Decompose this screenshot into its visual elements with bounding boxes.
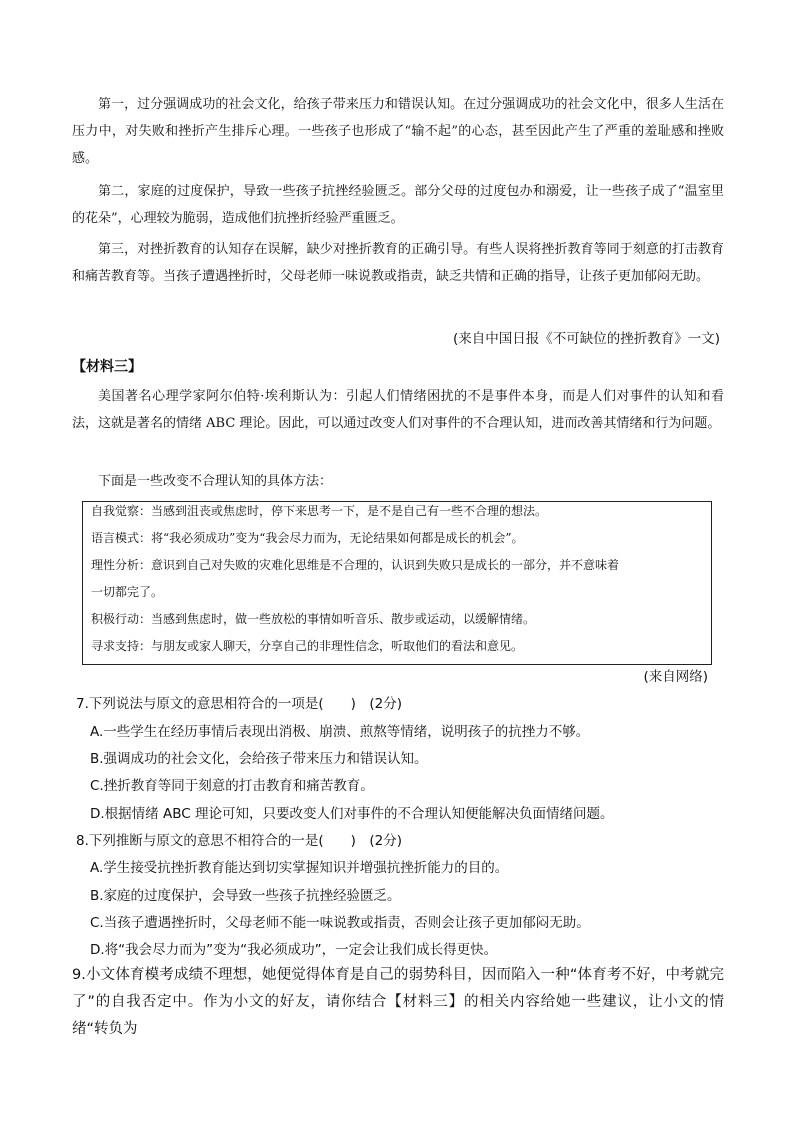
question-8-stem: 8.下列推断与原文的意思不相符合的一是( ) (2分)	[76, 833, 403, 849]
question-7-stem: 7.下列说法与原文的意思相符合的一项是( ) (2分)	[76, 696, 403, 712]
method-positive-action: 积极行动：当感到焦虑时，做一些放松的事情如听音乐、散步或运动，以缓解情绪。	[91, 612, 536, 626]
method-seek-support: 寻求支持：与朋友或家人聊天，分享自己的非理性信念，听取他们的看法和意见。	[91, 639, 524, 653]
material2-paragraph-3: 第三，对挫折教育的认知存在误解，缺少对挫折教育的正确引导。有些人误将挫折教育等同于刻意的打击教育和痛苦教育等。当孩子遭遇挫折时，父母老师一味说教或指责，缺乏共情和正确的指导，让孩子更加郁闷无助。	[72, 242, 724, 284]
question-9-text: 9.小文体育模考成绩不理想，她便觉得体育是自己的弱势科目，因而陷入一种“体育考不好，中考就完了”的自我否定中。作为小文的好友，请你结合【材料三】的相关内容给她一些建议，让小文的情绪“转负为	[72, 967, 724, 1037]
question-7-option-c: C.挫折教育等同于刻意的打击教育和痛苦教育。	[90, 778, 374, 794]
material3-paragraph-2: 下面是一些改变不合理认知的具体方法：	[98, 474, 333, 489]
material2-source: (来自中国日报《不可缺位的挫折教育》一文)	[452, 331, 720, 347]
question-8-option-c: C.当孩子遭遇挫折时，父母老师不能一味说教或指责，否则会让孩子更加郁闷无助。	[90, 915, 590, 931]
method-rational-analysis: 理性分析：意识到自己对失败的灾难化思维是不合理的，认识到失败只是成长的一部分，并不意味着	[91, 558, 620, 572]
material3-paragraph-1: 美国著名心理学家阿尔伯特·埃利斯认为：引起人们情绪困扰的不是事件本身，而是人们对事件的认知和看法，这就是著名的情绪 ABC 理论。因此，可以通过改变人们对事件的不合理认知，进而改善其情绪和行为问题。	[72, 389, 724, 431]
question-7-option-d: D.根据情绪 ABC 理论可知，只要改变人们对事件的不合理认知便能解决负面情绪问题。	[90, 806, 614, 822]
material2-paragraph-2: 第二，家庭的过度保护，导致一些孩子抗挫经验匮乏。部分父母的过度包办和溺爱，让一些孩子成了“温室里的花朵”，心理较为脆弱，造成他们抗挫折经验严重匮乏。	[72, 184, 724, 226]
question-8-option-a: A.学生接受抗挫折教育能达到切实掌握知识并增强抗挫折能力的目的。	[90, 860, 509, 876]
material2-paragraph-1: 第一，过分强调成功的社会文化，给孩子带来压力和错误认知。在过分强调成功的社会文化中，很多人生活在压力中，对失败和挫折产生排斥心理。一些孩子也形成了“输不起”的心态，甚至因此产生了严重的羞耻感和挫败感。	[72, 97, 724, 166]
material3-heading: 【材料三】	[72, 359, 142, 375]
question-8-option-b: B.家庭的过度保护，会导致一些孩子抗挫经验匮乏。	[90, 888, 401, 904]
material3-source: (来自网络)	[643, 669, 708, 685]
question-8-option-d: D.将“我会尽力而为”变为“我必须成功”，一定会让我们成长得更快。	[90, 942, 498, 958]
method-language-pattern: 语言模式：将“我必须成功”变为“我会尽力而为，无论结果如何都是成长的机会”。	[91, 531, 524, 545]
methods-box	[82, 501, 712, 665]
method-rational-analysis-cont: 一切都完了。	[91, 585, 164, 599]
question-7-option-a: A.一些学生在经历事情后表现出消极、崩溃、煎熬等情绪，说明孩子的抗挫力不够。	[90, 724, 590, 740]
question-7-option-b: B.强调成功的社会文化，会给孩子带来压力和错误认知。	[90, 751, 428, 767]
method-self-awareness: 自我觉察：当感到沮丧或焦虑时，停下来思考一下，是不是自己有一些不合理的想法。	[91, 504, 548, 518]
